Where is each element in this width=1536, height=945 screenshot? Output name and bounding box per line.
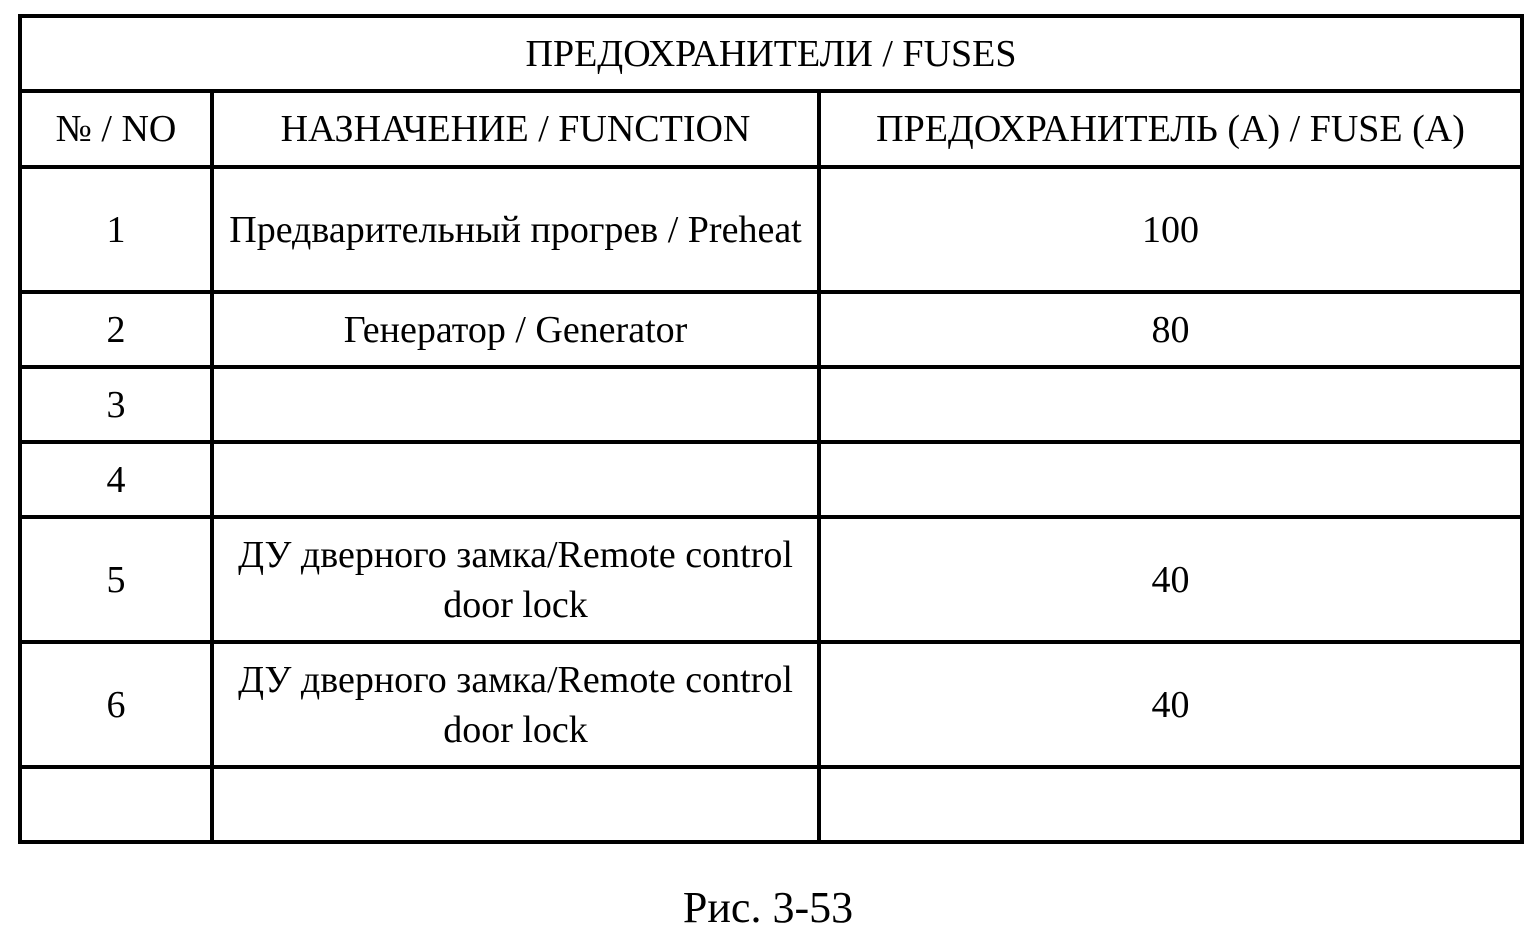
cell-fuse bbox=[819, 767, 1522, 842]
cell-function bbox=[212, 367, 819, 442]
table-header-row bbox=[20, 91, 1522, 167]
cell-fuse: 40 bbox=[819, 517, 1522, 642]
header-function: НАЗНАЧЕНИЕ / FUNCTION bbox=[212, 91, 819, 167]
table-row bbox=[20, 517, 1522, 642]
figure-caption: Рис. 3-53 bbox=[682, 883, 854, 932]
cell-no: 2 bbox=[20, 292, 212, 367]
header-fuse: ПРЕДОХРАНИТЕЛЬ (A) / FUSE (A) bbox=[819, 91, 1522, 167]
table-row bbox=[20, 767, 1522, 842]
header-no: № / NO bbox=[20, 91, 212, 167]
cell-no: 5 bbox=[20, 517, 212, 642]
cell-no: 4 bbox=[20, 442, 212, 517]
table-row bbox=[20, 167, 1522, 292]
cell-no bbox=[20, 767, 212, 842]
cell-function: Предварительный прогрев / Preheat bbox=[212, 167, 819, 292]
table-title: ПРЕДОХРАНИТЕЛИ / FUSES bbox=[20, 16, 1522, 91]
table-row bbox=[20, 367, 1522, 442]
cell-no: 3 bbox=[20, 367, 212, 442]
cell-no: 6 bbox=[20, 642, 212, 767]
fuses-table bbox=[18, 14, 1524, 844]
cell-fuse: 100 bbox=[819, 167, 1522, 292]
table-title-row bbox=[20, 16, 1522, 91]
table-row bbox=[20, 442, 1522, 517]
cell-function bbox=[212, 767, 819, 842]
cell-fuse bbox=[819, 367, 1522, 442]
table-row bbox=[20, 642, 1522, 767]
table-row bbox=[20, 292, 1522, 367]
cell-fuse bbox=[819, 442, 1522, 517]
cell-fuse: 40 bbox=[819, 642, 1522, 767]
cell-function bbox=[212, 442, 819, 517]
cell-function: Генератор / Generator bbox=[212, 292, 819, 367]
cell-no: 1 bbox=[20, 167, 212, 292]
cell-function: ДУ дверного замка/Remote control door lock bbox=[212, 517, 819, 642]
cell-function: ДУ дверного замка/Remote control door lock bbox=[212, 642, 819, 767]
cell-fuse: 80 bbox=[819, 292, 1522, 367]
